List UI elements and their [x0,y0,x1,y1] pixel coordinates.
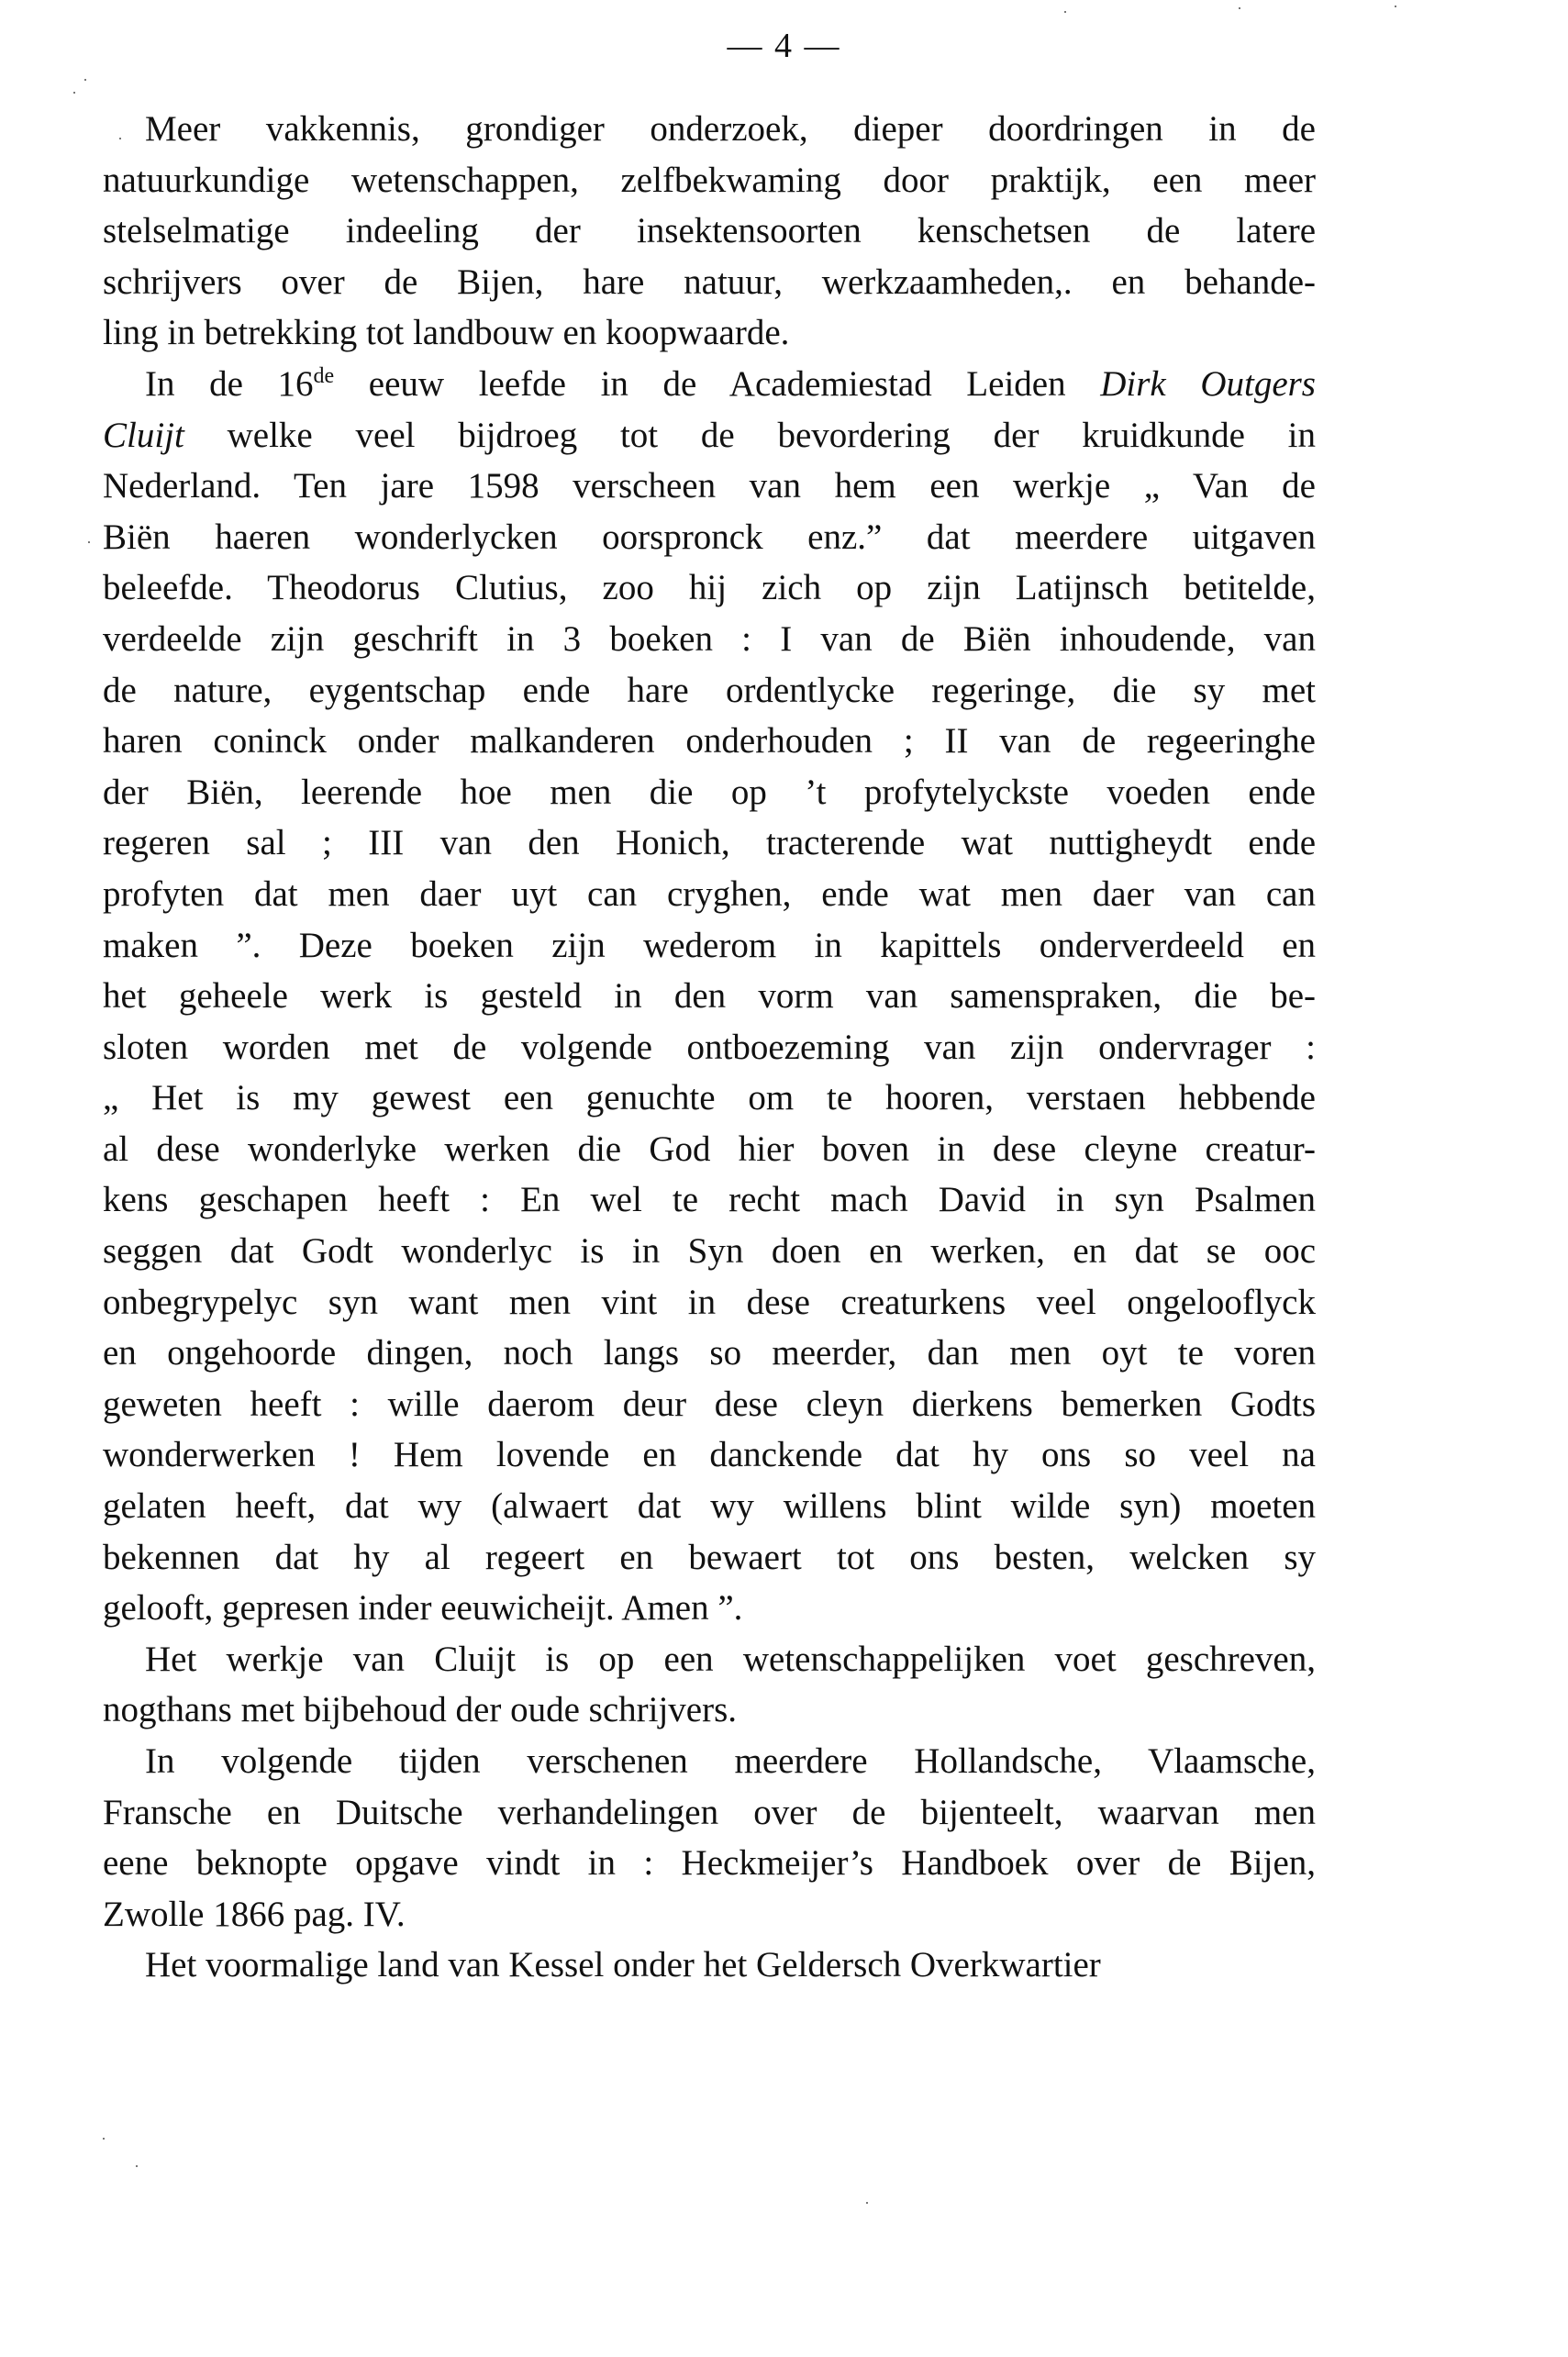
text-line [103,1226,1316,1277]
text-line [103,410,1316,461]
text-line [103,512,1316,563]
text-run: Nederland. Ten jare 1598 verscheen van hem een werkje „ Van de [103,466,1316,506]
scan-speck [136,2165,138,2167]
text-line [103,104,1316,155]
text-run: wonderwerken ! Hem lovende en danckende dat hy ons so veel na [103,1435,1316,1475]
text-run: natuurkundige wetenschappen, zelfbekwaming door praktijk, een meer [103,160,1316,200]
text-line [103,1379,1316,1430]
text-run: eene beknopte opgave vindt in : Heckmeijer’s Handboek over de Bijen, [103,1843,1316,1884]
text-run: maken ”. Deze boeken zijn wederom in kapittels onderverdeeld en [103,925,1316,965]
text-run: geweten heeft : wille daerom deur dese cleyn dierkens bemerken Godts [103,1384,1316,1424]
text-run: sloten worden met de volgende ontboezeming van zijn ondervrager : [103,1027,1316,1067]
text-run: de nature, eygentschap ende hare ordentlycke regeringe, die sy met [103,670,1316,710]
italic-name: Dirk Outgers [1100,363,1316,404]
text-run: schrijvers over de Bijen, hare natuur, werkzaamheden,. en behande- [103,261,1316,302]
text-run: Meer vakkennis, grondiger onderzoek, dieper doordringen in de [145,109,1316,149]
text-line [103,1787,1316,1839]
text-run: regeren sal ; III van den Honich, tracterende wat nuttigheydt ende [103,823,1316,863]
text-run: der Biën, leerende hoe men die op ’t profytelyckste voeden ende [103,772,1316,812]
text-line [103,1328,1316,1379]
text-line [103,1684,1316,1736]
text-run: kens geschapen heeft : En wel te recht mach David in syn Psalmen [103,1180,1316,1220]
text-line [103,1838,1316,1889]
text-line [103,359,1316,410]
text-line [103,665,1316,717]
text-line [103,307,1316,359]
text-run: eeuw leefde in de Academiestad Leiden [334,363,1101,404]
text-line [103,1124,1316,1175]
text-line [103,461,1316,512]
text-line [103,767,1316,818]
text-run: stelselmatige indeeling der insektensoorten kenschetsen de latere [103,211,1316,251]
paragraph [103,1736,1316,1940]
text-run: haren coninck onder malkanderen onderhouden ; II van de regeeringhe [103,721,1316,762]
text-run: Fransche en Duitsche verhandelingen over de bijenteelt, waarvan men [103,1792,1316,1832]
text-line [103,1022,1316,1073]
scan-speck [1064,11,1066,13]
text-run: nogthans met bijbehoud der oude schrijvers. [103,1690,738,1730]
text-line [103,869,1316,920]
paragraph [103,359,1316,1634]
text-run: verdeelde zijn geschrift in 3 boeken : I van de Biën inhoudende, van [103,618,1316,659]
text-run: profyten dat men daer uyt can cryghen, ende wat men daer van can [103,873,1316,914]
text-run: Het werkje van Cluijt is op een wetenschappelijken voet geschreven, [145,1639,1316,1679]
text-line [103,257,1316,308]
text-run: gelaten heeft, dat wy (alwaert dat wy willens blint wilde syn) moeten [103,1486,1316,1527]
text-run: In volgende tijden verschenen meerdere Hollandsche, Vlaamsche, [145,1741,1316,1781]
text-run: Biën haeren wonderlycken oorspronck enz.” dat meerdere uitgaven [103,517,1316,557]
text-run: bekennen dat hy al regeert en bewaert tot ons besten, welcken sy [103,1537,1316,1577]
text-run: Zwolle 1866 pag. IV. [103,1894,406,1934]
scan-speck [103,2138,105,2140]
scan-speck [88,541,90,543]
text-line [103,971,1316,1022]
text-line [103,1073,1316,1124]
paragraph [103,1940,1316,1991]
text-run: het geheele werk is gesteld in den vorm van samenspraken, die be- [103,976,1316,1017]
text-run: ling in betrekking tot landbouw en koopwaarde. [103,313,790,353]
scan-speck [73,92,75,94]
superscript: de [313,363,335,388]
scan-speck [1395,6,1396,7]
text-run: „ Het is my gewest een genuchte om te hooren, verstaen hebbende [103,1078,1316,1118]
page-number: — 4 — [727,27,841,65]
scan-speck [84,79,86,81]
paragraph [103,1634,1316,1736]
italic-name: Cluijt [103,415,184,455]
text-line [103,1277,1316,1329]
text-line [103,1634,1316,1685]
text-line [103,155,1316,206]
text-run: en ongehoorde dingen, noch langs so meerder, dan men oyt te voren [103,1333,1316,1373]
text-line [103,562,1316,614]
text-line [103,614,1316,665]
text-line [103,920,1316,972]
text-line [103,1481,1316,1532]
text-run: seggen dat Godt wonderlyc is in Syn doen en werken, en dat se ooc [103,1231,1316,1272]
text-line [103,206,1316,257]
text-run: welke veel bijdroeg tot de bevordering der kruidkunde in [183,415,1316,455]
text-line [103,1889,1316,1940]
text-run: Het voormalige land van Kessel onder het Geldersch Overkwartier [145,1945,1101,1985]
text-run: In de 16 [145,363,314,404]
text-run: beleefde. Theodorus Clutius, zoo hij zich op zijn Latijnsch betitelde, [103,568,1316,608]
text-line [103,1940,1316,1991]
text-line [103,1736,1316,1787]
scan-speck [1239,7,1240,9]
text-line [103,817,1316,869]
body-text [103,104,1316,1991]
text-line [103,1429,1316,1481]
text-line [103,1174,1316,1226]
text-run: al dese wonderlyke werken die God hier boven in dese cleyne creatur- [103,1128,1316,1169]
text-line [103,1532,1316,1584]
text-run: gelooft, gepresen inder eeuwicheijt. Amen ”. [103,1588,743,1629]
text-line [103,1583,1316,1634]
scan-speck [866,2202,868,2204]
paragraph [103,104,1316,359]
text-line [103,716,1316,767]
text-run: onbegrypelyc syn want men vint in dese creaturkens veel ongelooflyck [103,1282,1316,1322]
